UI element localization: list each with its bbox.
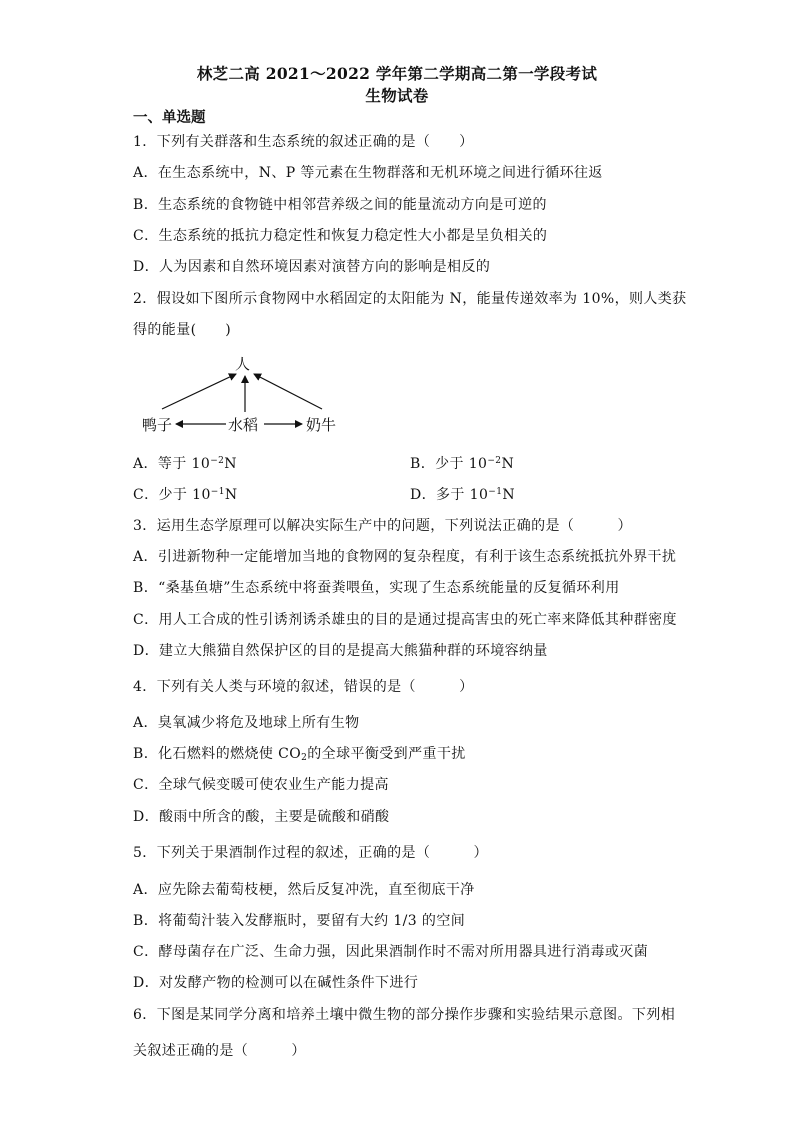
exam-subtitle: 生物试卷 xyxy=(365,86,429,105)
q5-option-d: D．对发酵产物的检测可以在碱性条件下进行 xyxy=(133,975,419,991)
q5-option-c: C．酵母菌存在广泛、生命力强，因此果酒制作时不需对所用器具进行消毒或灭菌 xyxy=(133,944,649,960)
q5-stem: 5．下列关于果酒制作过程的叙述，正确的是（ ） xyxy=(133,845,488,861)
q1-stem: 1．下列有关群落和生态系统的叙述正确的是（ ） xyxy=(133,134,474,150)
arrow-cow-to-human xyxy=(254,374,322,409)
q1-option-c: C．生态系统的抵抗力稳定性和恢复力稳定性大小都是呈负相关的 xyxy=(133,228,548,244)
q3-option-d: D．建立大熊猫自然保护区的目的是提高大熊猫种群的环境容纳量 xyxy=(133,643,548,659)
q4-option-b: B．化石燃料的燃烧使 $CO_2$的全球平衡受到严重干扰 xyxy=(133,746,466,763)
q3-option-b: B．“桑基鱼塘”生态系统中将蚕粪喂鱼，实现了生态系统能量的反复循环利用 xyxy=(133,580,620,596)
q2-stem-line2: 得的能量( ) xyxy=(133,322,232,338)
q1-option-d: D．人为因素和自然环境因素对演替方向的影响是相反的 xyxy=(133,259,491,275)
q1-option-b: B．生态系统的食物链中相邻营养级之间的能量流动方向是可逆的 xyxy=(133,197,547,213)
q4-option-d: D．酸雨中所含的酸，主要是硫酸和硝酸 xyxy=(133,809,390,825)
q2-option-c: C．少于 $10^{-1}N$ xyxy=(133,487,238,503)
q2-option-b: B．少于 $10^{-2}N$ xyxy=(410,456,515,472)
q2-option-a: A．等于 $10^{-2}N$ xyxy=(133,456,237,472)
food-web-diagram xyxy=(140,352,350,442)
node-human: 人 xyxy=(235,355,251,373)
q3-option-c: C．用人工合成的性引诱剂诱杀雄虫的目的是通过提高害虫的死亡率来降低其种群密度 xyxy=(133,612,677,628)
q6-stem-line1: 6．下图是某同学分离和培养土壤中微生物的部分操作步骤和实验结果示意图。下列相 xyxy=(133,1007,676,1023)
node-rice: 水稻 xyxy=(228,416,259,434)
node-duck: 鸭子 xyxy=(142,416,173,434)
q5-option-b: B．将葡萄汁装入发酵瓶时，要留有大约 1/3 的空间 xyxy=(133,913,466,929)
q3-stem: 3．运用生态学原理可以解决实际生产中的问题，下列说法正确的是（ ） xyxy=(133,518,632,534)
q5-option-a: A．应先除去葡萄枝梗，然后反复冲洗，直至彻底干净 xyxy=(133,882,475,898)
section-heading: 一、单选题 xyxy=(133,109,206,126)
node-cow: 奶牛 xyxy=(306,416,337,434)
q2-stem-line1: 2．假设如下图所示食物网中水稻固定的太阳能为 N，能量传递效率为 10%，则人类获 xyxy=(133,291,687,307)
q4-option-a: A．臭氧减少将危及地球上所有生物 xyxy=(133,715,360,731)
q1-option-a: A．在生态系统中，N、P 等元素在生物群落和无机环境之间进行循环往返 xyxy=(133,165,603,181)
q6-stem-line2: 关叙述正确的是（ ） xyxy=(133,1043,306,1059)
q4-option-c: C．全球气候变暖可使农业生产能力提高 xyxy=(133,777,389,793)
arrow-duck-to-human xyxy=(162,374,236,409)
q2-option-d: D．多于 $10^{-1}N$ xyxy=(410,487,516,503)
q4-stem: 4．下列有关人类与环境的叙述，错误的是（ ） xyxy=(133,679,474,695)
exam-title: 林芝二高 2021～2022 学年第二学期高二第一学段考试 xyxy=(196,64,598,83)
q3-option-a: A．引进新物种一定能增加当地的食物网的复杂程度，有利于该生态系统抵抗外界干扰 xyxy=(133,549,677,565)
